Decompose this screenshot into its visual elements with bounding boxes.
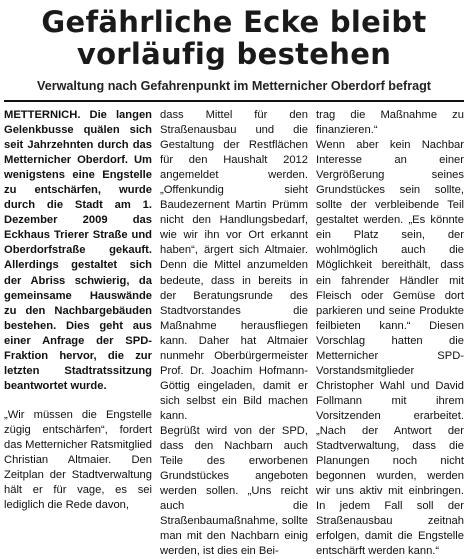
column-2-paragraph-2: Begrüßt wird von der SPD, dass den Nachbarn auch Teile des erworbenen Grundstückes angeboten werden sollen. „Uns reicht auch die Straßenbaumaßnahme, sollte man mit den Nachbarn einig werden, ist dies ein Bei- [160, 424, 308, 558]
headline [4, 6, 464, 70]
column-3-paragraph-2: Wenn aber kein Nachbar Interesse an einer Vergrößerung seines Grundstückes sein sollte, sollte der verbleibende Teil gestaltet werden. „Es könnte ein Platz sein, der wohlmöglich auch die Möglichkeit bereithält, dass ein fahrender Händler mit Fleisch oder Gemüse dort parkieren und seine Produkte feilbieten kann.“ Diesen Vorschlag hatten die Metternicher SPD-Vorstandsmitglieder Christopher Wahl und David Follmann mit ihrem Vorsitzenden erarbeitet. „Nach der Antwort der Stadtverwaltung, dass die Planungen noch nicht begonnen wurden, werden wir uns aktiv mit einbringen. In jedem Fall soll der Straßenausbau zeitnah erfolgen, damit die Engstelle entschärft werden kann.“ [316, 139, 464, 558]
column-2 [160, 108, 308, 559]
divider-rule [4, 100, 464, 102]
subheadline: Verwaltung nach Gefahrenpunkt im Metternicher Oberdorf befragt [37, 79, 431, 93]
column-1 [4, 108, 152, 559]
lead-paragraph: METTERNICH. Die langen Gelenkbusse quälen sich seit Jahrzehnten durch das Metternicher Oberdorf. Um wenigstens eine Engstelle zu entschärfen, wurde durch die Stadt am 1. Dezember 2009 das Eckhaus Trierer Straße und Oberdorfstraße gekauft. Allerdings gestaltet sich der Abriss schwierig, da gemeinsame Hauswände zu den Nachbargebäuden bestehen. Dies geht aus einer Anfrage der SPD-Fraktion hervor, die zur letzten Stadtratssitzung beantwortet wurde. [4, 109, 152, 392]
column-3-paragraph-1: trag die Maßnahme zu finanzieren.“ [316, 109, 464, 137]
column-2-paragraph-1: dass Mittel für den Straßenausbau und die Gestaltung der Restflächen für den Haushalt 2012 angemeldet werden. „Offenkundig sieht Baudezernent Martin Prümm nicht den Handlungsbedarf, wie wir ihn vor Ort erkannt haben“, ärgert sich Altmaier. Denn die Mittel anzumelden bedeute, dass in bereits in der Beratungsrunde des Stadtvorstandes die Maßnahme herausfliegen kann. Daher hat Altmaier nunmehr Oberbürgermeister Prof. Dr. Joachim Hofmann-Göttig eingeladen, damit er sich selbst ein Bild machen kann. [160, 109, 308, 422]
newspaper-article [0, 5, 468, 558]
article-columns [4, 108, 464, 559]
column-3 [316, 108, 464, 559]
headline-line-2: vorläufig bestehen [76, 37, 392, 71]
headline-line-1: Gefährliche Ecke bleibt [41, 5, 427, 39]
column-1-body: „Wir müssen die Engstelle zügig entschärfen“, fordert das Metternicher Ratsmitglied Christian Altmaier. Den Zeitplan der Stadtverwaltung hält er für vage, es sei lediglich die Rede davon, [4, 408, 152, 512]
